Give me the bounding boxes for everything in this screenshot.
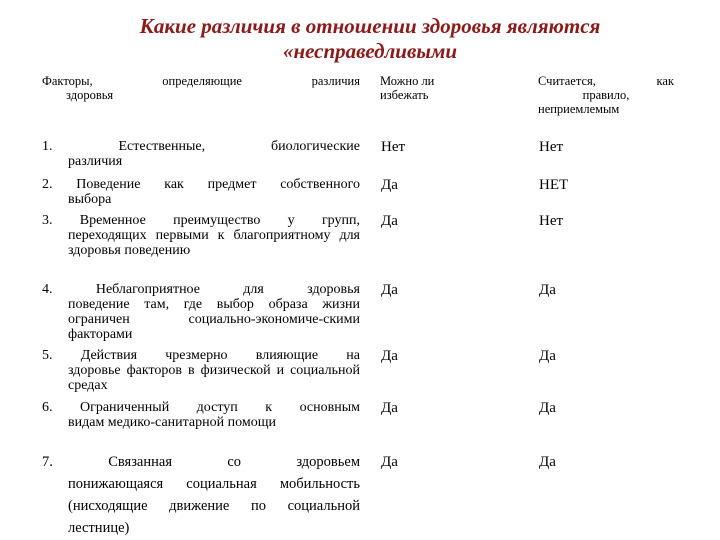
avoidable-value: Да	[381, 177, 398, 193]
factor-continuation: здоровье факторов в физической и социальной средах	[68, 363, 360, 393]
unacceptable-value: Да	[539, 282, 556, 298]
header-factors-line-2: здоровья	[66, 88, 114, 102]
factor-first-line: 5. Действия чрезмерно влияющие на	[42, 348, 360, 363]
factor-cell	[42, 282, 360, 342]
avoidable-value: Да	[381, 348, 398, 364]
factor-first-line: 2. Поведение как предмет собственного	[42, 177, 360, 192]
header-avoidable-line-1: Можно ли	[380, 74, 435, 88]
factor-continuation: выбора	[68, 192, 112, 207]
factor-cell	[42, 177, 360, 207]
unacceptable-value: Да	[539, 348, 556, 364]
title-line-2: «несправедливыми	[282, 39, 458, 63]
header-unacceptable-line-2: правило,	[582, 88, 630, 102]
factor-continuation: понижающаяся социальная мобильность (нисходящие движение по социальной лестнице)	[68, 476, 360, 536]
factor-cell	[42, 213, 360, 258]
header-unacceptable-line-1: Считается, как	[538, 74, 674, 88]
header-unacceptable	[538, 74, 674, 116]
factor-first-line: 4. Неблагоприятное для здоровья	[42, 282, 360, 297]
avoidable-value: Да	[381, 454, 398, 470]
factor-first-line: 7. Связанная со здоровьем	[42, 454, 360, 470]
factor-first-line: 3. Временное преимущество у групп,	[42, 213, 360, 228]
header-factors	[42, 74, 360, 102]
unacceptable-value: Нет	[539, 213, 564, 229]
title-line-1: Какие различия в отношении здоровья являются	[139, 14, 601, 38]
unacceptable-value: Да	[539, 400, 556, 416]
avoidable-value: Нет	[381, 139, 406, 155]
slide-title	[60, 14, 680, 64]
avoidable-value: Да	[381, 400, 398, 416]
avoidable-value: Да	[381, 282, 398, 298]
header-unacceptable-line-3: неприемлемым	[538, 102, 620, 116]
unacceptable-value: НЕТ	[539, 177, 569, 193]
factor-first-line: 6. Ограниченный доступ к основным	[42, 400, 360, 415]
factor-cell	[42, 400, 360, 430]
unacceptable-value: Нет	[539, 139, 564, 155]
header-avoidable	[380, 74, 480, 102]
factor-continuation: видам медико-санитарной помощи	[68, 415, 276, 430]
header-avoidable-line-2: избежать	[380, 88, 429, 102]
factor-cell	[42, 348, 360, 393]
unacceptable-value: Да	[539, 454, 556, 470]
avoidable-value: Да	[381, 213, 398, 229]
factor-cell	[42, 139, 360, 169]
header-factors-line-1: Факторы, определяющие различия	[42, 74, 360, 88]
factor-continuation: поведение там, где выбор образа жизни ограничен социально-экономиче-скими факторами	[68, 297, 360, 342]
factor-continuation: переходящих первыми к благоприятному для здоровья поведению	[68, 228, 360, 258]
factor-cell	[42, 451, 360, 539]
factor-continuation: различия	[68, 154, 123, 169]
factor-first-line: 1. Естественные, биологические	[42, 139, 360, 154]
